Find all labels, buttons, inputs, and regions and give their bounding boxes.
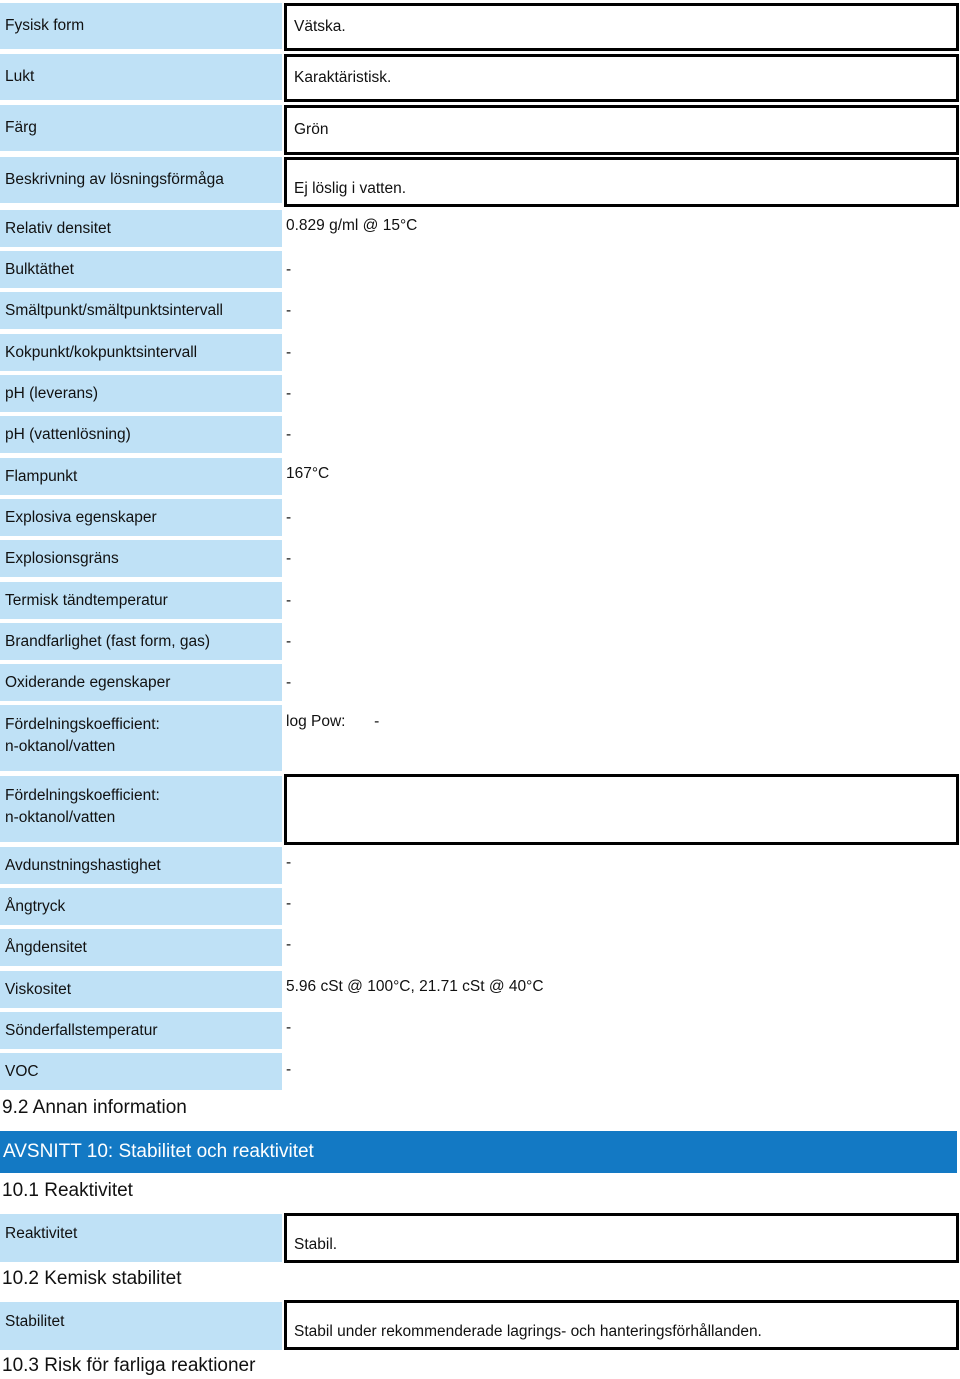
row-label-ph-leverans: pH (leverans) — [0, 375, 282, 412]
row-label-sonderfallstemperatur: Sönderfallstemperatur — [0, 1012, 282, 1049]
row-label-smaltpunkt: Smältpunkt/smältpunktsintervall — [0, 292, 282, 329]
value-box-fordelningskoefficient-2 — [284, 774, 959, 845]
row-label-relativ-densitet: Relativ densitet — [0, 210, 282, 247]
row-label-fysisk-form: Fysisk form — [0, 3, 282, 49]
row-label-bulktathet: Bulktäthet — [0, 251, 282, 288]
row-label-brandfarlighet: Brandfarlighet (fast form, gas) — [0, 623, 282, 660]
row-label-line2: n-oktanol/vatten — [5, 738, 116, 755]
value-fysisk-form: Vätska. — [294, 18, 346, 35]
row-label-flampunkt: Flampunkt — [0, 458, 282, 495]
value-box-farg — [284, 105, 959, 155]
row-label-explosionsgrans: Explosionsgräns — [0, 540, 282, 577]
value-explosiva-egenskaper: - — [286, 509, 292, 526]
value-box-loslighet — [284, 157, 959, 207]
value-termisk-tandtemperatur: - — [286, 592, 292, 609]
value-bulktathet: - — [286, 261, 292, 278]
value-box-lukt — [284, 54, 959, 102]
value-viskositet: 5.96 cSt @ 100°C, 21.71 cSt @ 40°C — [286, 978, 544, 995]
row-label-viskositet: Viskositet — [0, 971, 282, 1008]
row-label-angdensitet: Ångdensitet — [0, 929, 282, 966]
section-10-banner: AVSNITT 10: Stabilitet och reaktivitet — [0, 1131, 957, 1173]
value-box-stabilitet — [284, 1300, 959, 1350]
value-avdunstningshastighet: - — [286, 854, 292, 871]
row-label-avdunstningshastighet: Avdunstningshastighet — [0, 847, 282, 884]
row-label-fordelningskoefficient-2 — [0, 776, 282, 842]
value-lukt: Karaktäristisk. — [294, 69, 392, 86]
row-label-lukt: Lukt — [0, 54, 282, 100]
value-reaktivitet: Stabil. — [294, 1236, 338, 1253]
row-label-voc: VOC — [0, 1053, 282, 1090]
value-stabilitet: Stabil under rekommenderade lagrings- och hanteringsförhållanden. — [294, 1323, 762, 1340]
subheading-10-1: 10.1 Reaktivitet — [2, 1180, 133, 1201]
value-kokpunkt: - — [286, 344, 292, 361]
value-box-fysisk-form — [284, 3, 959, 51]
row-label-ph-vattenlosning: pH (vattenlösning) — [0, 416, 282, 453]
row-label-kokpunkt: Kokpunkt/kokpunktsintervall — [0, 334, 282, 371]
subheading-10-3: 10.3 Risk för farliga reaktioner — [2, 1355, 256, 1376]
log-pow-value: - — [374, 713, 380, 730]
row-label-reaktivitet: Reaktivitet — [0, 1214, 282, 1262]
row-label-line1: Fördelningskoefficient: — [5, 716, 160, 733]
value-flampunkt: 167°C — [286, 465, 330, 482]
value-box-reaktivitet — [284, 1213, 959, 1263]
log-pow-prefix: log Pow: — [286, 713, 346, 730]
row-label-loslighet: Beskrivning av lösningsförmåga — [0, 157, 282, 203]
row-label-oxiderande-egenskaper: Oxiderande egenskaper — [0, 664, 282, 701]
value-explosionsgrans: - — [286, 550, 292, 567]
value-oxiderande-egenskaper: - — [286, 674, 292, 691]
value-ph-leverans: - — [286, 385, 292, 402]
value-farg: Grön — [294, 121, 329, 138]
value-sonderfallstemperatur: - — [286, 1019, 292, 1036]
row-label-angtryck: Ångtryck — [0, 888, 282, 925]
subheading-9-2: 9.2 Annan information — [2, 1097, 187, 1118]
row-label-termisk-tandtemperatur: Termisk tändtemperatur — [0, 582, 282, 619]
row-label-stabilitet: Stabilitet — [0, 1302, 282, 1350]
value-voc: - — [286, 1061, 292, 1078]
row-label-farg: Färg — [0, 105, 282, 151]
value-brandfarlighet: - — [286, 633, 292, 650]
value-relativ-densitet: 0.829 g/ml @ 15°C — [286, 217, 418, 234]
value-loslighet: Ej löslig i vatten. — [294, 180, 406, 197]
value-smaltpunkt: - — [286, 302, 292, 319]
value-log-pow — [286, 713, 379, 731]
row-label-explosiva-egenskaper: Explosiva egenskaper — [0, 499, 282, 536]
row-label-fordelningskoefficient — [0, 705, 282, 771]
row-label-line1: Fördelningskoefficient: — [5, 787, 160, 804]
row-label-line2: n-oktanol/vatten — [5, 809, 116, 826]
value-angtryck: - — [286, 895, 292, 912]
subheading-10-2: 10.2 Kemisk stabilitet — [2, 1268, 182, 1289]
value-ph-vattenlosning: - — [286, 426, 292, 443]
value-angdensitet: - — [286, 936, 292, 953]
